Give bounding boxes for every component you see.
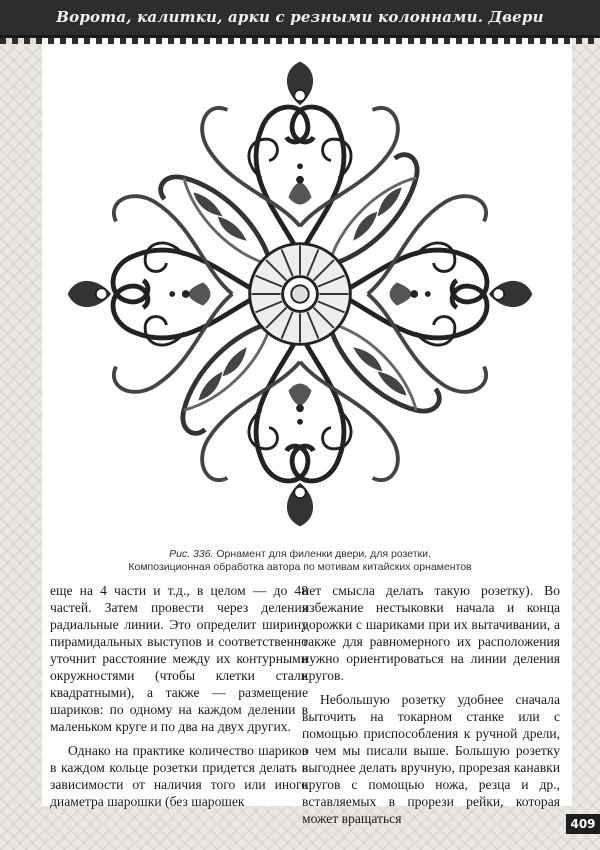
left-text-column <box>50 582 308 817</box>
ornament-illustration <box>58 48 542 540</box>
right-text-column <box>302 582 560 834</box>
page-number: 409 <box>566 814 600 834</box>
figure-caption-line-1: Орнамент для филенки двери, для розетки. <box>216 548 431 560</box>
central-rosette <box>250 244 351 345</box>
running-header <box>0 0 600 38</box>
figure-caption <box>0 548 600 574</box>
right-paragraph-1: нет смысла делать такую розетку). Во избежание нестыковки начала и конца дорожки с шариками при их вытачивании, а также для равномерного их расположения нужно ориентироваться на линии деления кругов. <box>302 583 560 683</box>
figure-caption-line-2: Композиционная обработка автора по мотивам китайских орнаментов <box>128 561 472 573</box>
left-paragraph-2: Однако на практике количество шариков в каждом кольце розетки придется делать в зависимости от наличия того или иного диаметра шарошки (без шарошек <box>50 743 308 809</box>
running-header-title: Ворота, калитки, арки с резными колоннами. Двери <box>56 8 544 26</box>
ornament-figure <box>58 48 542 540</box>
left-paragraph-1: еще на 4 части и т.д., в целом — до 48 частей. Затем провести через деления радиальные линии. Это определит ширину пирамидальных выступов и соответственно уточнит расстояние между их контурными окружностями (чтобы клетки стали квадратными), а также — размещение шариков: по одному на каждом делении в маленьком круге и по два на двух других. <box>50 583 308 734</box>
figure-number: Рис. 336. <box>169 548 214 560</box>
right-paragraph-2: Небольшую розетку удобнее сначала выточить на токарном станке или с помощью приспособления к ручной дрели, о чем мы писали выше. Большую розетку выгоднее делать вручную, прорезая канавки кругов с помощью ножа, резца и др., вставляемых в прорези рейки, которая может вращаться <box>302 692 560 826</box>
